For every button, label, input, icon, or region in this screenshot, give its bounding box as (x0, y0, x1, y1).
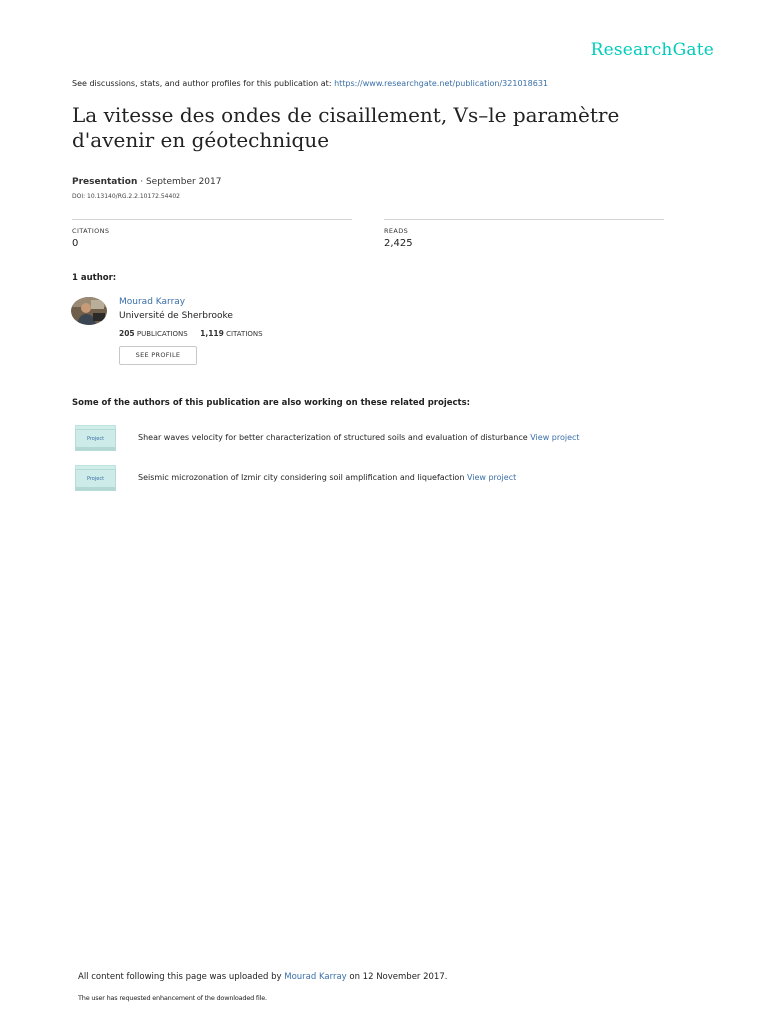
publication-title: La vitesse des ondes de cisaillement, Vs–le paramètre d'avenir en géotechnique (72, 103, 620, 152)
author-metrics (119, 329, 263, 338)
authors-heading: 1 author: (72, 273, 117, 283)
divider-reads (384, 219, 664, 220)
project-folder-label: Project (86, 476, 105, 482)
author-institution: Université de Sherbrooke (119, 311, 233, 321)
discussion-line (72, 79, 548, 88)
author-publications-count: 205 (119, 329, 135, 338)
related-project-item (138, 473, 516, 482)
publication-type: Presentation (72, 177, 138, 187)
discussion-prefix: See discussions, stats, and author profiles for this publication at: (72, 79, 332, 88)
author-citations-label: CITATIONS (226, 330, 263, 338)
publication-date: · September 2017 (140, 177, 222, 187)
upload-note (78, 972, 447, 982)
enhancement-note: The user has requested enhancement of the downloaded file. (78, 994, 267, 1002)
researchgate-logo[interactable]: ResearchGate (590, 40, 714, 60)
author-citations-count: 1,119 (200, 329, 224, 338)
related-project-title: Seismic microzonation of Izmir city considering soil amplification and liquefaction (138, 473, 465, 482)
project-folder-icon[interactable] (75, 465, 116, 491)
reads-label: READS (384, 227, 409, 235)
citations-value: 0 (72, 238, 79, 249)
citations-label: CITATIONS (72, 227, 110, 235)
upload-suffix: on 12 November 2017. (349, 972, 448, 982)
related-projects-heading: Some of the authors of this publication are also working on these related projects: (72, 398, 471, 408)
author-avatar[interactable] (71, 297, 107, 325)
divider-citations (72, 219, 352, 220)
publication-doi: DOI: 10.13140/RG.2.2.10172.54402 (72, 193, 180, 200)
see-profile-button[interactable]: SEE PROFILE (119, 346, 197, 365)
project-folder-label: Project (86, 436, 105, 442)
related-project-item (138, 433, 580, 442)
author-name-link[interactable]: Mourad Karray (119, 297, 186, 307)
publication-type-line (72, 177, 221, 187)
view-project-link[interactable]: View project (530, 433, 580, 442)
related-project-title: Shear waves velocity for better characterization of structured soils and evaluation of disturbance (138, 433, 528, 442)
view-project-link[interactable]: View project (466, 473, 517, 482)
publication-url-link[interactable]: https://www.researchgate.net/publication/321018631 (334, 79, 548, 88)
uploader-link[interactable]: Mourad Karray (284, 972, 347, 982)
author-publications-label: PUBLICATIONS (136, 330, 188, 338)
upload-prefix: All content following this page was uploaded by (78, 972, 282, 982)
reads-value: 2,425 (384, 238, 413, 249)
project-folder-icon[interactable] (75, 425, 116, 451)
